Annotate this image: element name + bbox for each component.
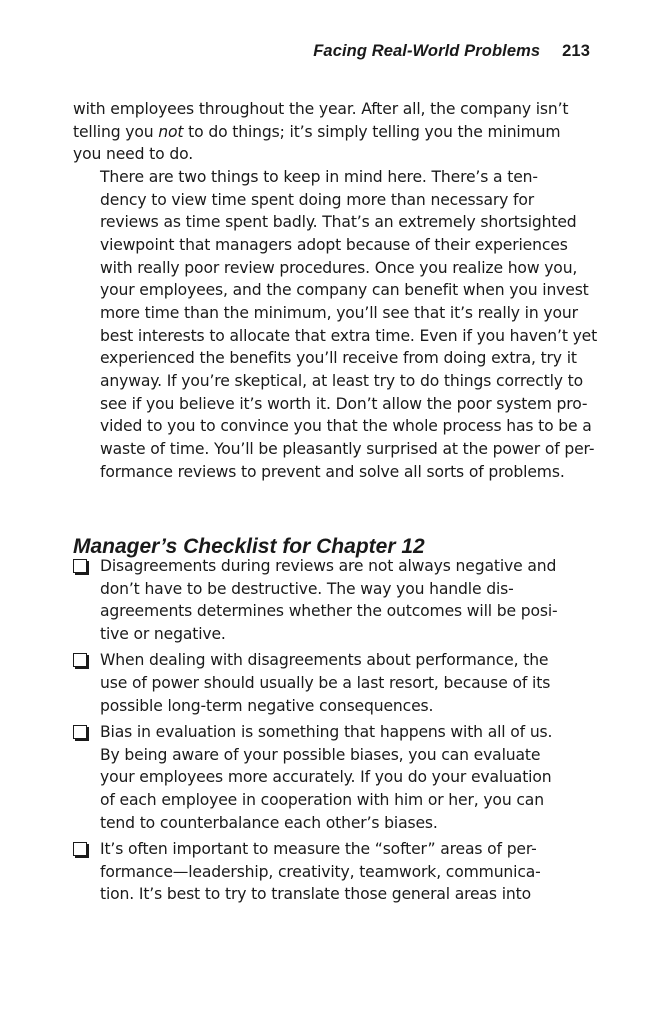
text-line: Bias in evaluation is something that happens with all of us. (100, 723, 553, 742)
text-line: of each employee in cooperation with him or her, you can (100, 790, 544, 809)
text-line: with really poor review procedures. Once you realize how you, (100, 258, 578, 277)
text-line: reviews as time spent badly. That’s an extremely shortsighted (100, 213, 577, 232)
checklist-item (73, 555, 593, 645)
text-line: more time than the minimum, you’ll see that it’s really in your (100, 303, 578, 322)
text-line: When dealing with disagreements about performance, the (100, 651, 549, 670)
text-line: anyway. If you’re skeptical, at least try to do things correctly to (100, 371, 584, 390)
text-line: dency to view time spent doing more than necessary for (100, 190, 535, 209)
text-line: don’t have to be destructive. The way you handle dis- (100, 579, 514, 598)
text-line: your employees, and the company can benefit when you invest (100, 281, 589, 300)
checkbox-icon (73, 559, 87, 573)
checklist (73, 555, 593, 910)
text-line: your employees more accurately. If you do your evaluation (100, 768, 552, 787)
text-line: formance—leadership, creativity, teamwork, communica- (100, 862, 541, 881)
text-line: agreements determines whether the outcomes will be posi- (100, 602, 558, 621)
checkbox-icon (73, 725, 87, 739)
page-number: 213 (562, 42, 590, 60)
text-line: see if you believe it’s worth it. Don’t allow the poor system pro- (100, 394, 588, 413)
text-line: vided to you to convince you that the whole process has to be a (100, 417, 592, 436)
text-line: There are two things to keep in mind here. There’s a ten- (100, 167, 538, 186)
paragraph-continuation (73, 98, 589, 166)
text-line: Disagreements during reviews are not always negative and (100, 557, 557, 575)
text-line: possible long-term negative consequences. (100, 696, 434, 715)
text-line: It’s often important to measure the “softer” areas of per- (100, 840, 537, 859)
emphasis-text: not (158, 122, 184, 141)
body-text (73, 98, 598, 483)
running-header (313, 42, 590, 61)
text-line: experienced the benefits you’ll receive from doing extra, try it (100, 349, 577, 368)
checkbox-icon (73, 653, 87, 667)
checklist-item (73, 649, 593, 717)
chapter-title: Facing Real-World Problems (313, 42, 541, 60)
text-line: waste of time. You’ll be pleasantly surprised at the power of per- (100, 439, 595, 458)
section-heading: Manager’s Checklist for Chapter 12 (73, 535, 425, 559)
paragraph (73, 166, 598, 483)
text-line (73, 121, 589, 144)
checklist-item (73, 838, 593, 906)
text-line: tion. It’s best to try to translate those general areas into (100, 885, 531, 904)
text-line: By being aware of your possible biases, you can evaluate (100, 745, 541, 764)
text-line: tend to counterbalance each other’s biases. (100, 813, 438, 832)
checklist-item (73, 721, 593, 834)
text-line: tive or negative. (100, 624, 226, 643)
text-line: use of power should usually be a last resort, because of its (100, 673, 551, 692)
text-span: telling you (73, 122, 159, 141)
text-line: best interests to allocate that extra time. Even if you haven’t yet (100, 326, 598, 345)
text-line: viewpoint that managers adopt because of their experiences (100, 235, 568, 254)
checkbox-icon (73, 842, 87, 856)
text-line: formance reviews to prevent and solve all sorts of problems. (100, 462, 565, 481)
text-line: with employees throughout the year. After all, the company isn’t (73, 100, 569, 118)
text-line: you need to do. (73, 145, 194, 164)
text-span: to do things; it’s simply telling you the minimum (183, 122, 561, 141)
